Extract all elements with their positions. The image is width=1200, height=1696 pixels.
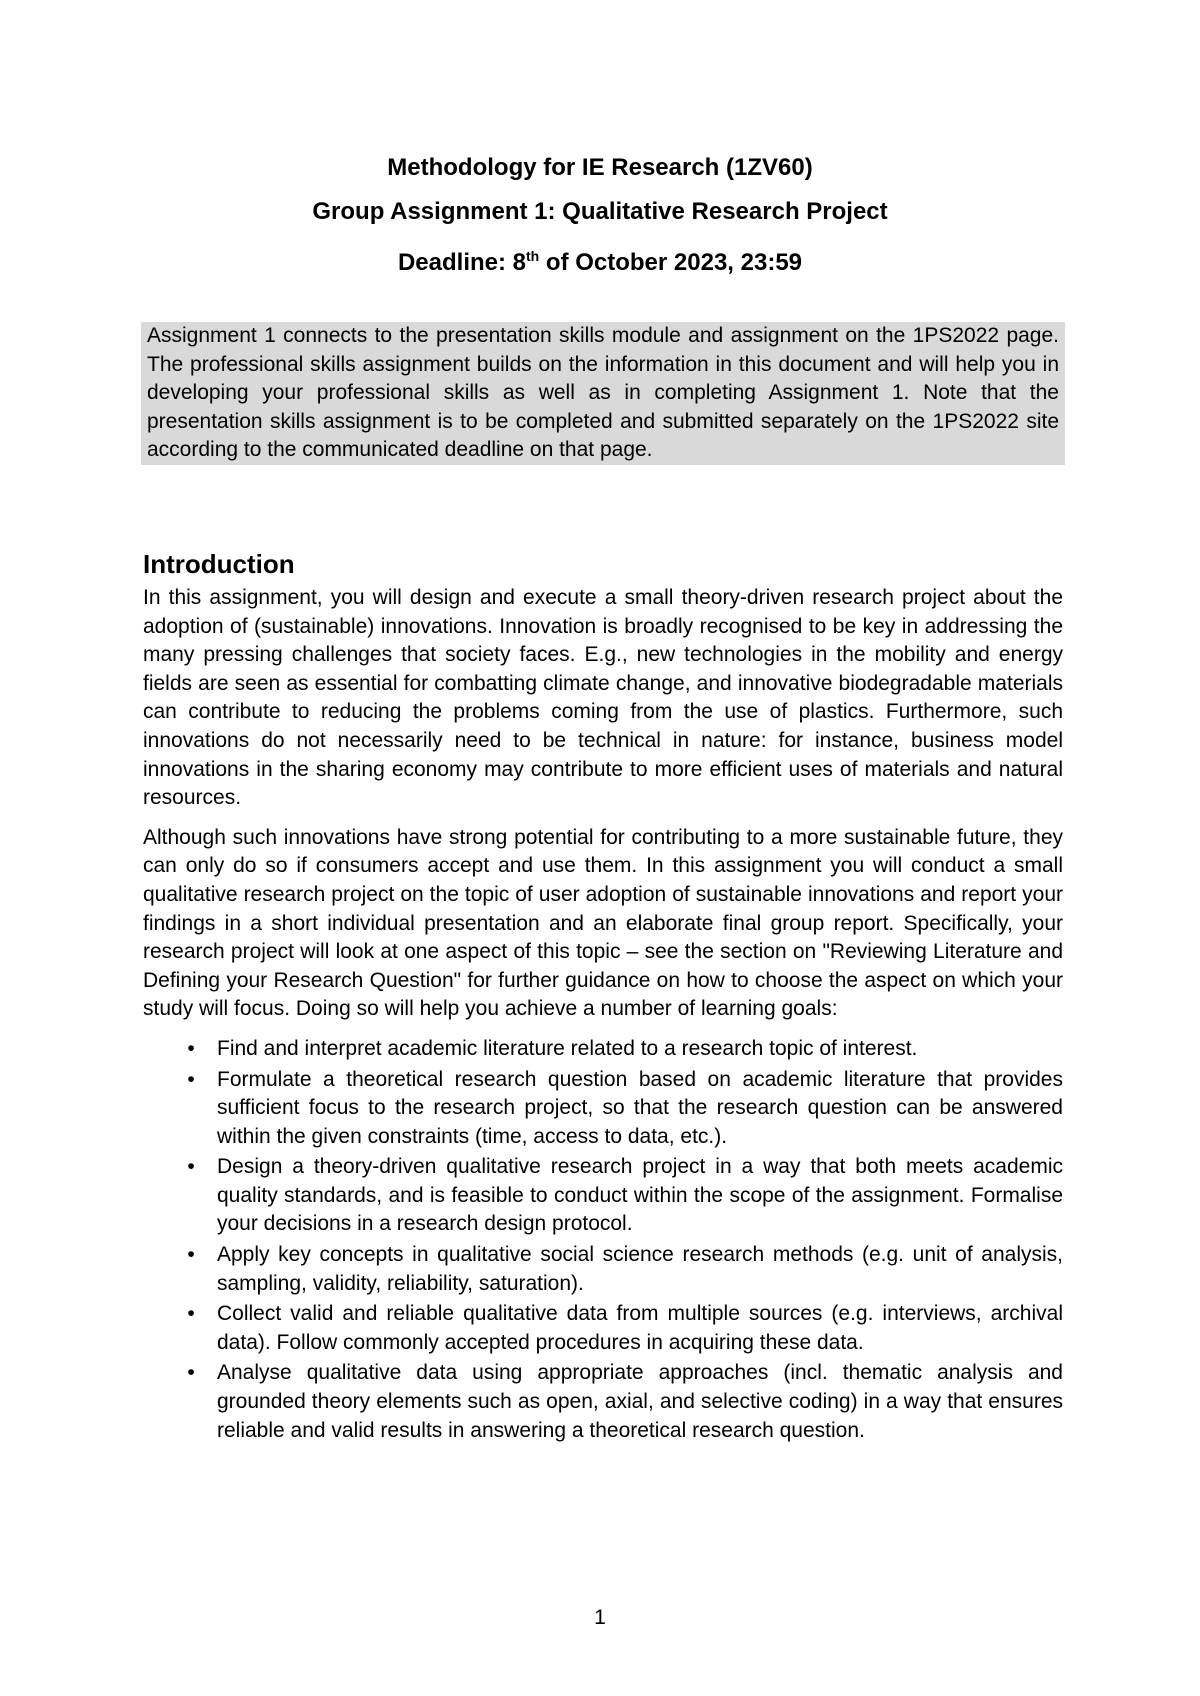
learning-goal-text: Formulate a theoretical research question based on academic literature that provides sufficient focus to the research project, so that the research question can be answered within the given constraints (time, access to data, etc.). bbox=[217, 1067, 1063, 1148]
learning-goals-list bbox=[143, 1035, 1063, 1445]
assignment-title: Group Assignment 1: Qualitative Research Project bbox=[312, 198, 888, 225]
learning-goal-text: Collect valid and reliable qualitative data from multiple sources (e.g. interviews, archival data). Follow commonly accepted procedures in acquiring these data. bbox=[217, 1302, 1063, 1354]
list-item bbox=[143, 1359, 1063, 1445]
deadline-date: of October 2023, 23:59 bbox=[539, 249, 803, 276]
course-title: Methodology for IE Research (1ZV60) bbox=[387, 154, 813, 181]
list-item bbox=[143, 1035, 1063, 1064]
list-item bbox=[143, 1153, 1063, 1239]
list-item bbox=[143, 1241, 1063, 1298]
document-header bbox=[0, 146, 1200, 285]
deadline-label: Deadline: 8 bbox=[397, 249, 527, 276]
bullet-icon: • bbox=[187, 1067, 195, 1091]
deadline-line bbox=[0, 234, 1200, 285]
notice-box: Assignment 1 connects to the presentation skills module and assignment on the 1PS2022 page. The professional skills assignment builds on the information in this document and will help you in developing your professional skills as well as in completing Assignment 1. Note that the presentation skills assignment is to be completed and submitted separately on the 1PS2022 site according to the communicated deadline on that page. bbox=[141, 322, 1065, 465]
bullet-icon: • bbox=[187, 1302, 195, 1326]
bullet-icon: • bbox=[187, 1243, 195, 1267]
list-item bbox=[143, 1066, 1063, 1152]
learning-goal-text: Find and interpret academic literature related to a research topic of interest. bbox=[217, 1036, 918, 1060]
learning-goal-text: Apply key concepts in qualitative social science research methods (e.g. unit of analysis, sampling, validity, reliability, saturation). bbox=[217, 1243, 1063, 1295]
page-number: 1 bbox=[594, 1606, 606, 1629]
learning-goal-text: Design a theory-driven qualitative research project in a way that both meets academic quality standards, and is feasible to conduct within the scope of the assignment. Formalise your decisions in a research design protocol. bbox=[217, 1155, 1063, 1236]
introduction-paragraph-1: In this assignment, you will design and execute a small theory-driven research project about the adoption of (sustainable) innovations. Innovation is broadly recognised to be key in addressing the many pressing challenges that society faces. E.g., new technologies in the mobility and energy fields are seen as essential for combatting climate change, and innovative biodegradable materials can contribute to reducing the problems coming from the use of plastics. Furthermore, such innovations do not necessarily need to be technical in nature: for instance, business model innovations in the sharing economy may contribute to more efficient uses of materials and natural resources. bbox=[143, 586, 1063, 810]
learning-goal-text: Analyse qualitative data using appropriate approaches (incl. thematic analysis and grounded theory elements such as open, axial, and selective coding) in a way that ensures reliable and valid results in answering a theoretical research question. bbox=[217, 1361, 1063, 1442]
bullet-icon: • bbox=[187, 1155, 195, 1179]
introduction-paragraph-2: Although such innovations have strong potential for contributing to a more sustainable future, they can only do so if consumers accept and use them. In this assignment you will conduct a small qualitative research project on the topic of user adoption of sustainable innovations and report your findings in a short individual presentation and an elaborate final group report. Specifically, your research project will look at one aspect of this topic – see the section on "Reviewing Literature and Defining your Research Question" for further guidance on how to choose the aspect on which your study will focus. Doing so will help you achieve a number of learning goals: bbox=[143, 825, 1063, 1021]
introduction-section bbox=[143, 546, 1063, 1447]
list-item bbox=[143, 1300, 1063, 1357]
introduction-heading: Introduction bbox=[143, 549, 295, 579]
bullet-icon: • bbox=[187, 1361, 195, 1385]
bullet-icon: • bbox=[187, 1036, 195, 1060]
deadline-superscript: th bbox=[526, 248, 540, 264]
